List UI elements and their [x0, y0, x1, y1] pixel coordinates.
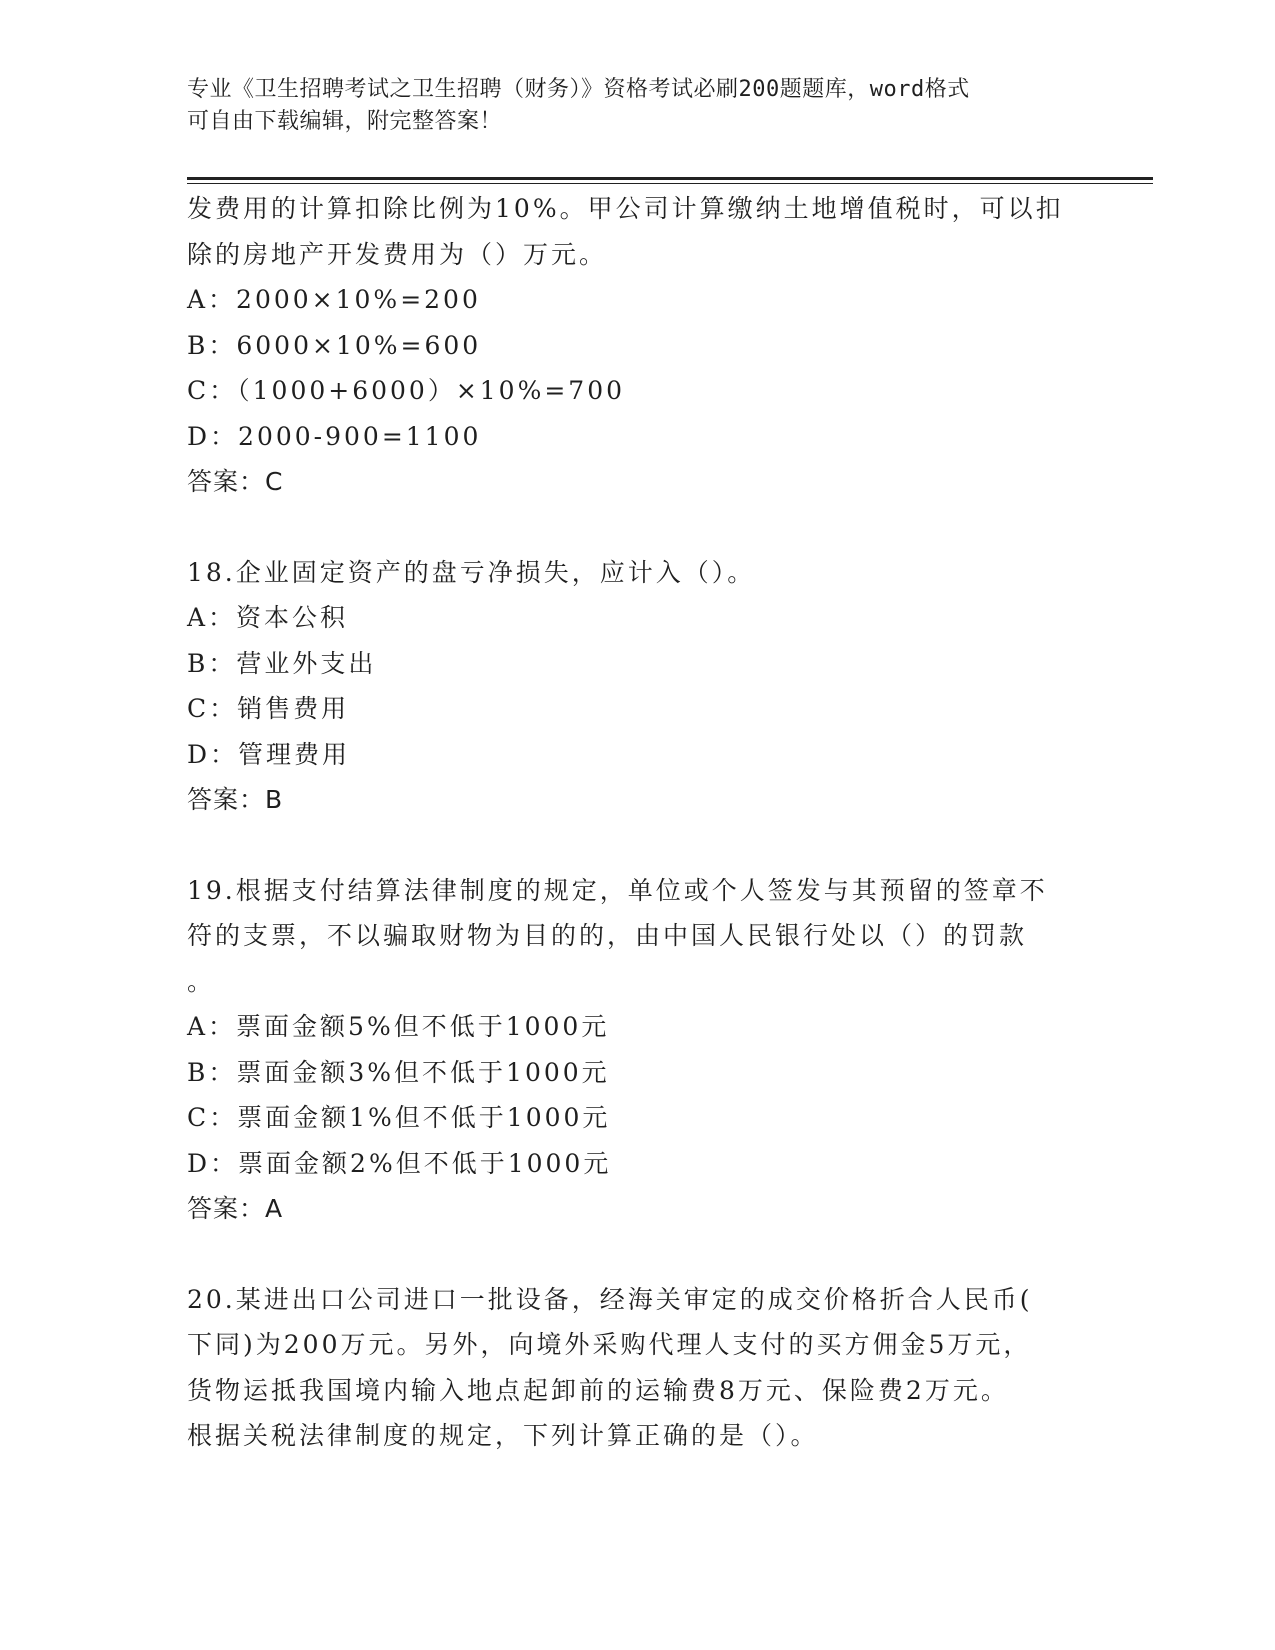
document-body: [187, 186, 1087, 1459]
question-stem-line: 发费用的计算扣除比例为10%。甲公司计算缴纳土地增值税时，可以扣: [187, 194, 1064, 223]
question-stem-line: 根据关税法律制度的规定，下列计算正确的是（）。: [187, 1421, 819, 1450]
question-17: [187, 186, 1087, 505]
question-stem-line: 货物运抵我国境内输入地点起卸前的运输费8万元、保险费2万元。: [187, 1375, 1009, 1405]
question-20: [187, 1277, 1087, 1459]
answer-line: 答案：B: [187, 785, 284, 814]
option-d: D：2000-900=1100: [187, 421, 482, 451]
question-stem-line: 。: [187, 966, 216, 996]
question-stem-line: 20.某进出口公司进口一批设备，经海关审定的成交价格折合人民币(: [187, 1284, 1033, 1314]
answer-line: 答案：A: [187, 1194, 284, 1223]
option-a: A：资本公积: [187, 603, 349, 632]
question-18: [187, 550, 1087, 823]
option-b: B：营业外支出: [187, 648, 377, 678]
option-b: B：6000×10%=600: [187, 330, 482, 360]
question-stem-line: 19.根据支付结算法律制度的规定，单位或个人签发与其预留的签章不: [187, 875, 1048, 905]
question-stem-line: 下同)为200万元。另外，向境外采购代理人支付的买方佣金5万元，: [187, 1330, 1032, 1359]
header-divider-thin: [187, 183, 1153, 184]
option-a: A：2000×10%=200: [187, 285, 481, 314]
answer-line: 答案：C: [187, 467, 284, 496]
option-c: C：（1000+6000）×10%=700: [187, 376, 626, 405]
header-title-line-1: 专业《卫生招聘考试之卫生招聘（财务）》资格考试必刷200题题库，word格式: [187, 77, 970, 102]
page-header: [187, 74, 1087, 138]
question-stem-line: 符的支票，不以骗取财物为目的的，由中国人民银行处以（）的罚款: [187, 921, 1028, 950]
option-c: C：销售费用: [187, 694, 350, 723]
option-b: B：票面金额3%但不低于1000元: [187, 1057, 610, 1087]
option-d: D：管理费用: [187, 739, 351, 769]
header-title-line-2: 可自由下载编辑，附完整答案！: [187, 109, 503, 134]
question-stem-line: 除的房地产开发费用为（）万元。: [187, 239, 608, 269]
option-a: A：票面金额5%但不低于1000元: [187, 1012, 610, 1041]
option-d: D：票面金额2%但不低于1000元: [187, 1148, 612, 1178]
header-divider-thick: [187, 177, 1153, 180]
option-c: C：票面金额1%但不低于1000元: [187, 1103, 611, 1132]
question-stem-line: 18.企业固定资产的盘亏净损失，应计入（）。: [187, 557, 756, 587]
question-19: [187, 868, 1087, 1232]
